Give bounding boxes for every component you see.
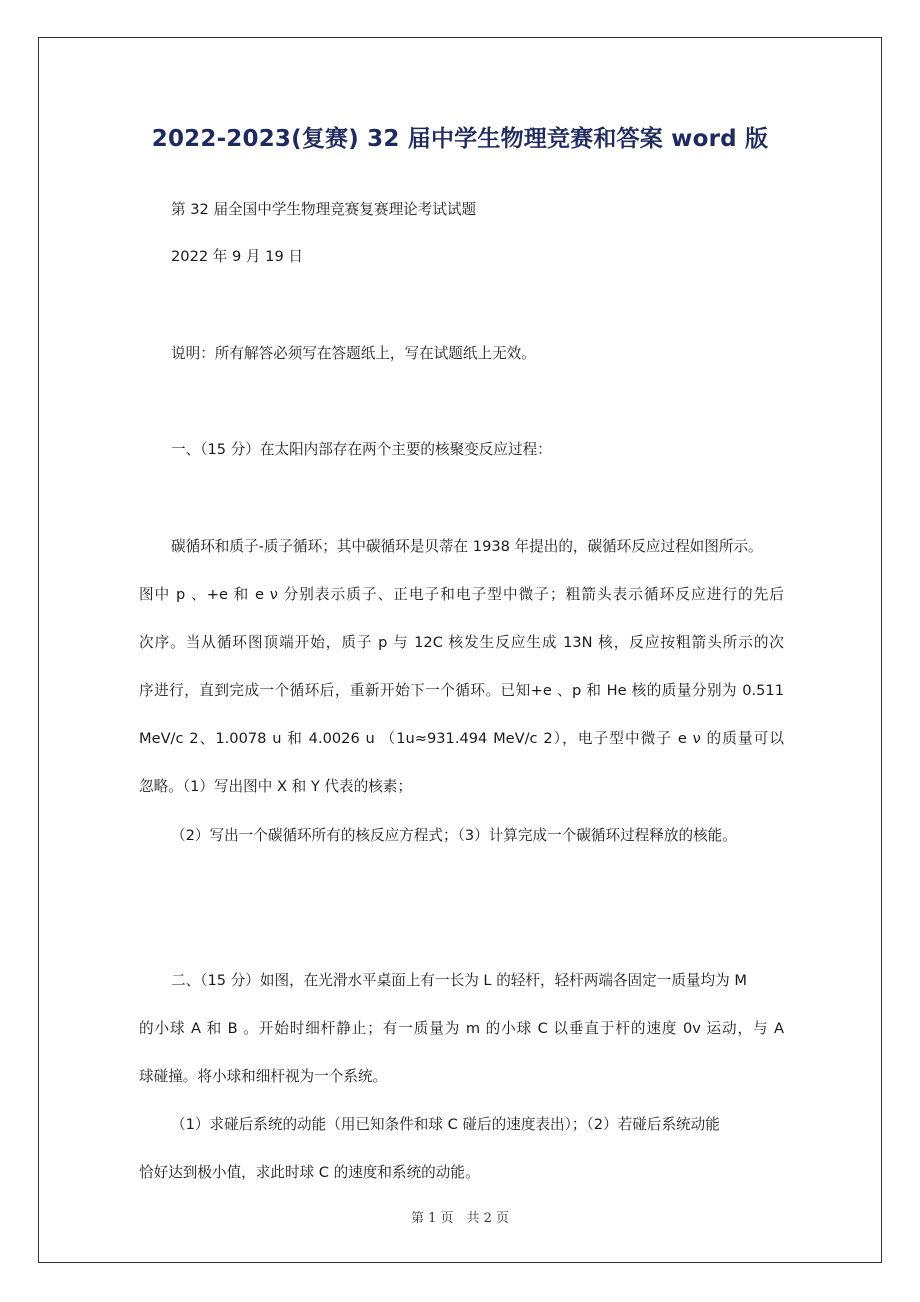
- question-1-line: MeV/c 2、1.0078 u 和 4.0026 u （1u≈931.494 MeV/c 2），电子型中微子 e ν 的质量可以: [139, 730, 784, 747]
- question-1-line: 忽略。（1）写出图中 X 和 Y 代表的核素；: [139, 778, 412, 795]
- question-1-heading: 一、（15 分）在太阳内部存在两个主要的核聚变反应过程：: [171, 441, 552, 458]
- document-title: 2022-2023(复赛) 32 届中学生物理竞赛和答案 word 版: [151, 126, 769, 152]
- question-1-line: 序进行，直到完成一个循环后，重新开始下一个循环。已知+e 、p 和 He 核的质量分别为 0.511: [139, 682, 784, 699]
- question-1-line: 图中 p 、+e 和 e ν 分别表示质子、正电子和电子型中微子；粗箭头表示循环反应进行的先后: [139, 586, 784, 603]
- exam-date: 2022 年 9 月 19 日: [171, 248, 303, 265]
- question-2-line: 球碰撞。将小球和细杆视为一个系统。: [139, 1068, 388, 1085]
- question-1-line: 次序。当从循环图顶端开始，质子 p 与 12C 核发生反应生成 13N 核，反应按粗箭头所示的次: [139, 634, 784, 651]
- question-2-line: 二、（15 分）如图，在光滑水平桌面上有一长为 L 的轻杆，轻杆两端各固定一质量均为 M: [171, 972, 747, 989]
- page-footer: 第 1 页 共 2 页: [410, 1211, 510, 1226]
- question-1-subquestions: （2）写出一个碳循环所有的核反应方程式；（3）计算完成一个碳循环过程释放的核能。: [171, 827, 737, 844]
- question-2-line: 的小球 A 和 B 。开始时细杆静止；有一质量为 m 的小球 C 以垂直于杆的速度 0v 运动，与 A: [139, 1020, 784, 1037]
- question-1-line: 碳循环和质子-质子循环；其中碳循环是贝蒂在 1938 年提出的，碳循环反应过程如图所示。: [171, 538, 763, 555]
- instructions: 说明：所有解答必须写在答题纸上，写在试题纸上无效。: [171, 345, 536, 362]
- question-2-line: 恰好达到极小值，求此时球 C 的速度和系统的动能。: [139, 1164, 480, 1181]
- exam-name: 第 32 届全国中学生物理竞赛复赛理论考试试题: [171, 201, 477, 218]
- question-2-line: （1）求碰后系统的动能（用已知条件和球 C 碰后的速度表出）；（2）若碰后系统动能: [171, 1116, 720, 1133]
